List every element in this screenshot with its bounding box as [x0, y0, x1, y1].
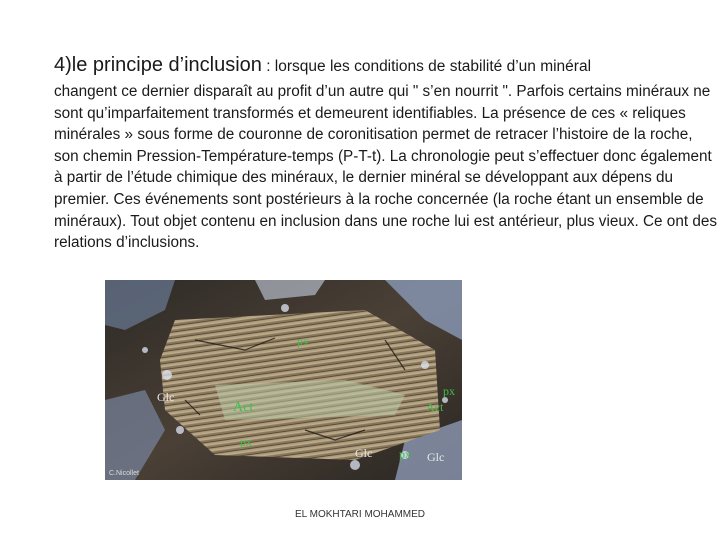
heading-title: 4)le principe d’inclusion	[54, 54, 262, 76]
heading-rest: : lorsque les conditions de stabilité d’un minéral	[261, 58, 592, 75]
label-glc-bottom: Glc	[355, 446, 373, 460]
label-glc-bottom-right: Glc	[427, 450, 445, 464]
label-act-right: Act	[426, 400, 444, 414]
label-px-bottom: px	[240, 435, 252, 449]
label-px-right: px	[443, 384, 455, 398]
label-act-center: Act	[233, 400, 254, 415]
footer-author: EL MOKHTARI MOHAMMED	[294, 509, 425, 520]
body-paragraph: changent ce dernier disparaît au profit d’un autre qui " s’en nourrit ". Parfois certains minéraux ne sont qu’imparfaitement transformés et demeurent identifiables. La présence de ces « reliques minérales » sous forme de couronne de coronitisation permet de retracer l’histoire de la roche, son chemin Pression-Température-temps (P-T-t). La chronologie peut s’effectuer donc également à partir de l’étude chimique des minéraux, le dernier minéral se développant aux dépens du premier. Ces événements sont postérieurs à la roche concernée (la roche étant un ensemble de minéraux). Tout objet contenu en inclusion dans une roche lui est antérieur, plus vieux. Ce ont des relations d’inclusions.	[54, 83, 717, 252]
photo-credit: C.Nicollet	[109, 470, 139, 477]
heading	[54, 54, 704, 77]
label-glc-left: Glc	[157, 390, 175, 404]
thin-section-photo	[105, 280, 462, 480]
label-px-bottom2: px	[399, 447, 411, 461]
label-px-top: px	[297, 334, 309, 348]
